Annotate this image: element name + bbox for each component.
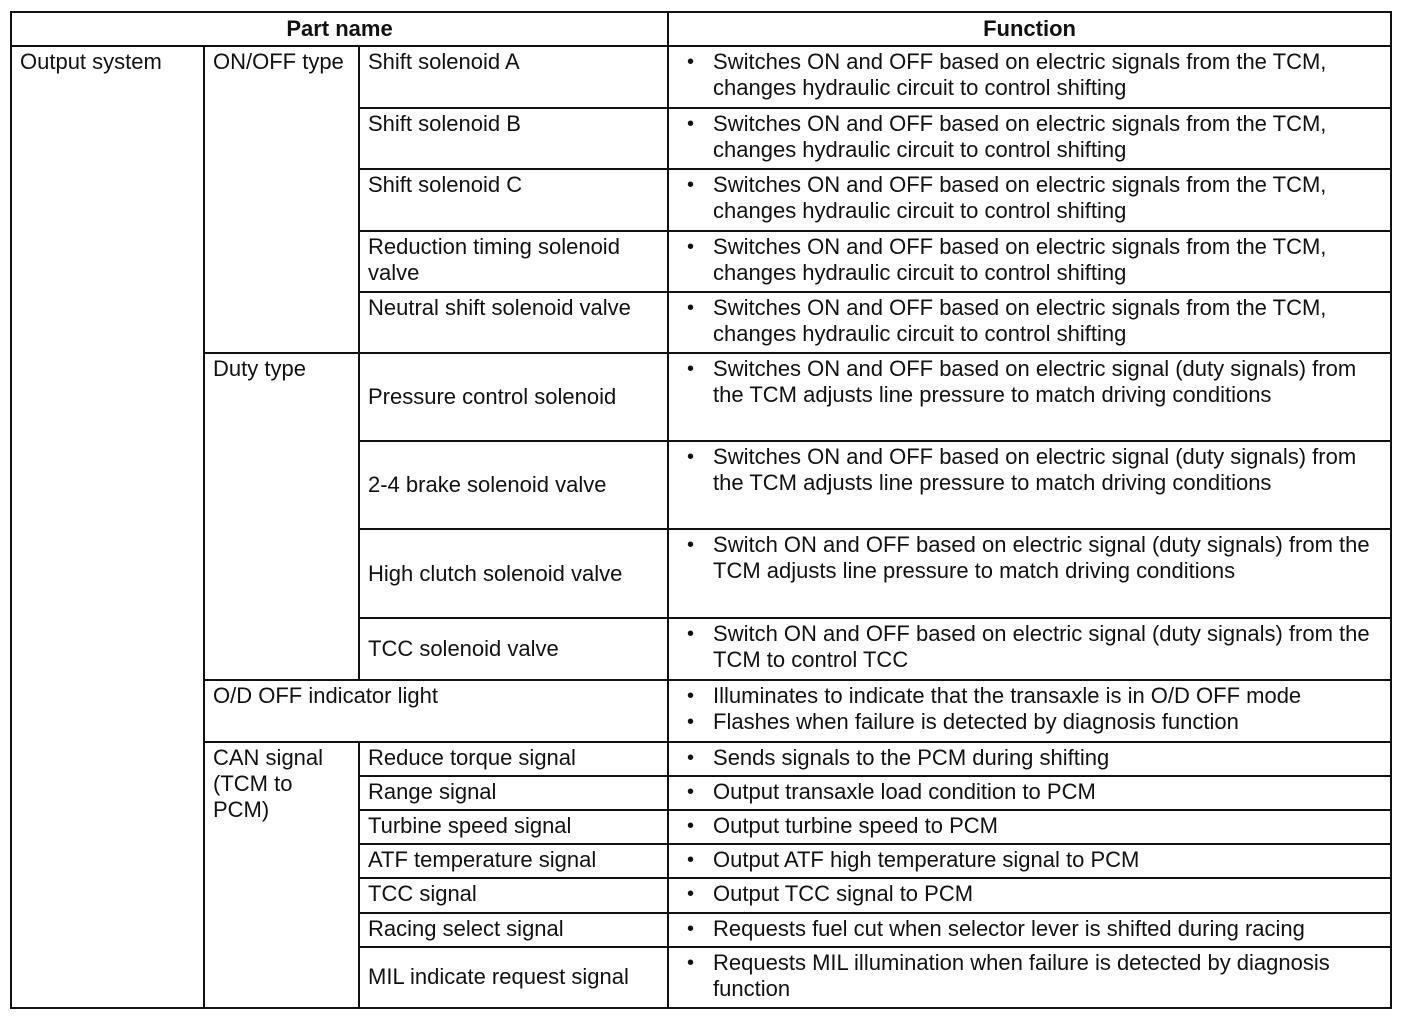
function-cell <box>668 680 1391 742</box>
part-name-cell: High clutch solenoid valve <box>359 529 668 617</box>
bullet-icon: • <box>687 917 695 940</box>
function-item: • Switches ON and OFF based on electric signal (duty signals) from the TCM adjusts line pressure to match driving conditions <box>687 355 1357 407</box>
header-row <box>11 12 1391 46</box>
function-cell <box>668 742 1391 776</box>
function-cell <box>668 231 1391 292</box>
function-item: • Requests fuel cut when selector lever is shifted during racing <box>687 915 1305 941</box>
function-cell <box>668 529 1391 617</box>
output-system-label: Output system <box>11 46 204 1008</box>
part-name-cell: Reduce torque signal <box>359 742 668 776</box>
table-row <box>11 742 1391 776</box>
part-name-cell: Shift solenoid A <box>359 46 668 108</box>
bullet-icon: • <box>687 951 695 974</box>
table-row <box>11 353 1391 441</box>
part-name-cell: 2-4 brake solenoid valve <box>359 441 668 529</box>
bullet-icon: • <box>687 622 695 645</box>
bullet-icon: • <box>687 357 695 380</box>
function-item: • Illuminates to indicate that the transaxle is in O/D OFF mode <box>687 682 1302 708</box>
od-off-indicator-label: O/D OFF indicator light <box>204 680 668 742</box>
function-cell <box>668 46 1391 108</box>
function-item: • Output TCC signal to PCM <box>687 881 974 907</box>
function-cell <box>668 878 1391 912</box>
function-cell <box>668 776 1391 810</box>
function-cell <box>668 947 1391 1008</box>
function-item: • Switches ON and OFF based on electric signal (duty signals) from the TCM adjusts line pressure to match driving conditions <box>687 444 1357 496</box>
function-item: • Switch ON and OFF based on electric signal (duty signals) from the TCM adjusts line pressure to match driving conditions <box>687 532 1370 584</box>
function-header: Function <box>668 12 1391 46</box>
function-item: • Output transaxle load condition to PCM <box>687 779 1096 805</box>
function-item: • Switches ON and OFF based on electric signals from the TCM, changes hydraulic circuit to control shifting <box>687 233 1327 285</box>
part-name-header: Part name <box>11 12 668 46</box>
function-item: • Switches ON and OFF based on electric signals from the TCM, changes hydraulic circuit to control shifting <box>687 49 1327 101</box>
function-item: • Switches ON and OFF based on electric signals from the TCM, changes hydraulic circuit to control shifting <box>687 294 1327 346</box>
bullet-icon: • <box>687 710 695 733</box>
output-system-table <box>10 11 1392 1009</box>
bullet-icon: • <box>687 849 695 872</box>
part-name-cell: Neutral shift solenoid valve <box>359 292 668 353</box>
bullet-icon: • <box>687 235 695 258</box>
duty-type-label: Duty type <box>204 353 359 680</box>
part-name-cell: Reduction timing solenoid valve <box>359 231 668 292</box>
function-item: • Sends signals to the PCM during shifting <box>687 745 1110 771</box>
part-name-cell: MIL indicate request signal <box>359 947 668 1008</box>
bullet-icon: • <box>687 174 695 197</box>
bullet-icon: • <box>687 113 695 136</box>
bullet-icon: • <box>687 534 695 557</box>
function-item: • Requests MIL illumination when failure is detected by diagnosis function <box>687 949 1330 1001</box>
function-cell <box>668 618 1391 680</box>
bullet-icon: • <box>687 51 695 74</box>
function-item: • Flashes when failure is detected by diagnosis function <box>687 708 1239 734</box>
function-cell <box>668 169 1391 230</box>
bullet-icon: • <box>687 296 695 319</box>
bullet-icon: • <box>687 781 695 804</box>
bullet-icon: • <box>687 446 695 469</box>
can-signal-label: CAN signal (TCM to PCM) <box>204 742 359 1008</box>
bullet-icon: • <box>687 684 695 707</box>
function-item: • Switches ON and OFF based on electric signals from the TCM, changes hydraulic circuit to control shifting <box>687 111 1327 163</box>
part-name-cell: Shift solenoid C <box>359 169 668 230</box>
function-cell <box>668 353 1391 441</box>
part-name-cell: ATF temperature signal <box>359 844 668 878</box>
function-item: • Output ATF high temperature signal to PCM <box>687 847 1140 873</box>
bullet-icon: • <box>687 883 695 906</box>
function-cell <box>668 844 1391 878</box>
function-item: • Switch ON and OFF based on electric signal (duty signals) from the TCM to control TCC <box>687 620 1370 672</box>
part-name-cell: TCC signal <box>359 878 668 912</box>
function-cell <box>668 292 1391 353</box>
onoff-type-label: ON/OFF type <box>204 46 359 353</box>
parts-function-document <box>10 11 1390 1009</box>
function-item: • Switches ON and OFF based on electric signals from the TCM, changes hydraulic circuit to control shifting <box>687 172 1327 224</box>
function-cell <box>668 441 1391 529</box>
part-name-cell: Range signal <box>359 776 668 810</box>
part-name-cell: TCC solenoid valve <box>359 618 668 680</box>
function-item: • Output turbine speed to PCM <box>687 813 998 839</box>
table-row <box>11 46 1391 108</box>
table-row <box>11 680 1391 742</box>
part-name-cell: Racing select signal <box>359 913 668 947</box>
function-cell <box>668 913 1391 947</box>
part-name-cell: Shift solenoid B <box>359 108 668 169</box>
bullet-icon: • <box>687 815 695 838</box>
function-cell <box>668 108 1391 169</box>
part-name-cell: Pressure control solenoid <box>359 353 668 441</box>
part-name-cell: Turbine speed signal <box>359 810 668 844</box>
function-cell <box>668 810 1391 844</box>
bullet-icon: • <box>687 747 695 770</box>
